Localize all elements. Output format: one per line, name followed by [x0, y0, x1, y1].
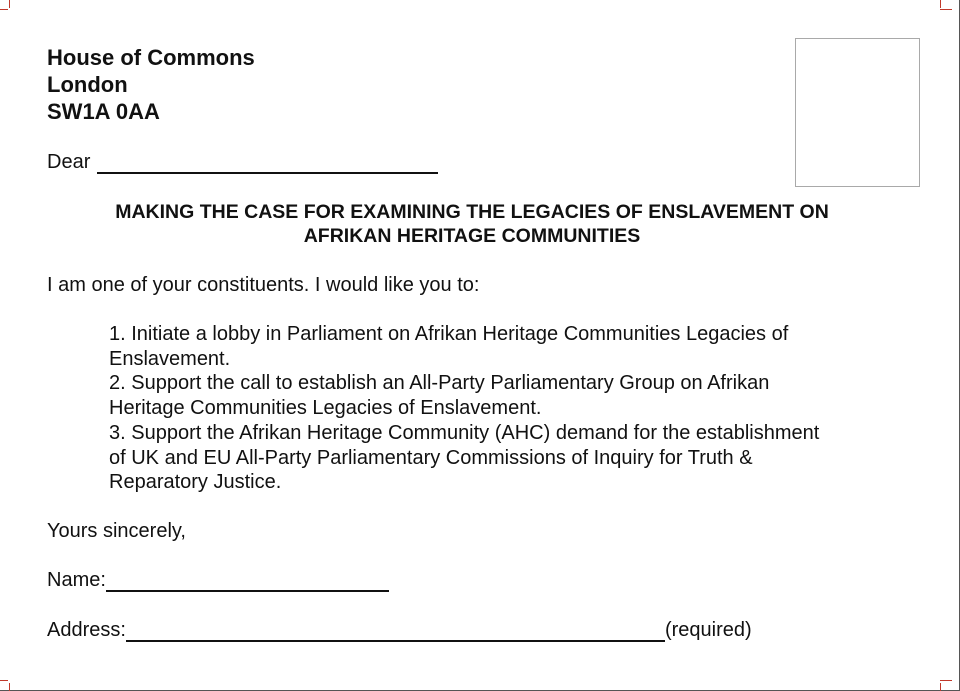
headline-line: AFRIKAN HERITAGE COMMUNITIES — [303, 225, 641, 247]
crop-mark-top-left-v — [9, 0, 10, 8]
crop-mark-bottom-left — [0, 680, 8, 681]
crop-mark-top-right-v — [940, 0, 941, 8]
closing-text: Yours sincerely, — [47, 520, 186, 542]
address-row — [47, 618, 752, 642]
request-line: 3. Support the Afrikan Heritage Community (AHC) demand for the establishment — [109, 421, 820, 444]
intro-text: I am one of your constituents. I would like you to: — [47, 274, 480, 296]
request-line: 1. Initiate a lobby in Parliament on Afrikan Heritage Communities Legacies of — [109, 323, 789, 345]
name-field[interactable] — [106, 568, 389, 592]
crop-mark-bottom-right-v — [940, 683, 941, 691]
salutation-label: Dear — [47, 151, 91, 173]
crop-mark-bottom-left-v — [9, 683, 10, 691]
recipient-line: House of Commons — [47, 45, 255, 70]
address-label: Address: — [47, 619, 126, 641]
mp-name-field[interactable] — [97, 150, 438, 174]
headline — [40, 200, 904, 248]
crop-mark-top-left — [0, 9, 8, 10]
recipient-line: SW1A 0AA — [47, 99, 160, 124]
request-line: Heritage Communities Legacies of Enslavement. — [109, 397, 542, 420]
stamp-box — [795, 38, 920, 187]
recipient-line: London — [47, 72, 128, 97]
name-label: Name: — [47, 569, 106, 591]
salutation-row — [47, 150, 438, 174]
request-line: Enslavement. — [109, 347, 231, 370]
address-field[interactable] — [126, 618, 665, 642]
crop-mark-bottom-right — [940, 680, 952, 681]
request-list — [109, 322, 819, 495]
request-line: 2. Support the call to establish an All-Party Parliamentary Group on Afrikan — [109, 372, 770, 395]
name-row — [47, 568, 389, 592]
request-line: Reparatory Justice. — [109, 471, 282, 494]
address-required-note: (required) — [664, 619, 752, 641]
crop-mark-top-right — [940, 9, 952, 10]
recipient-address — [47, 44, 255, 125]
request-line: of UK and EU All-Party Parliamentary Commissions of Inquiry for Truth & — [109, 446, 753, 469]
headline-line: MAKING THE CASE FOR EXAMINING THE LEGACIES OF ENSLAVEMENT ON — [115, 201, 829, 223]
